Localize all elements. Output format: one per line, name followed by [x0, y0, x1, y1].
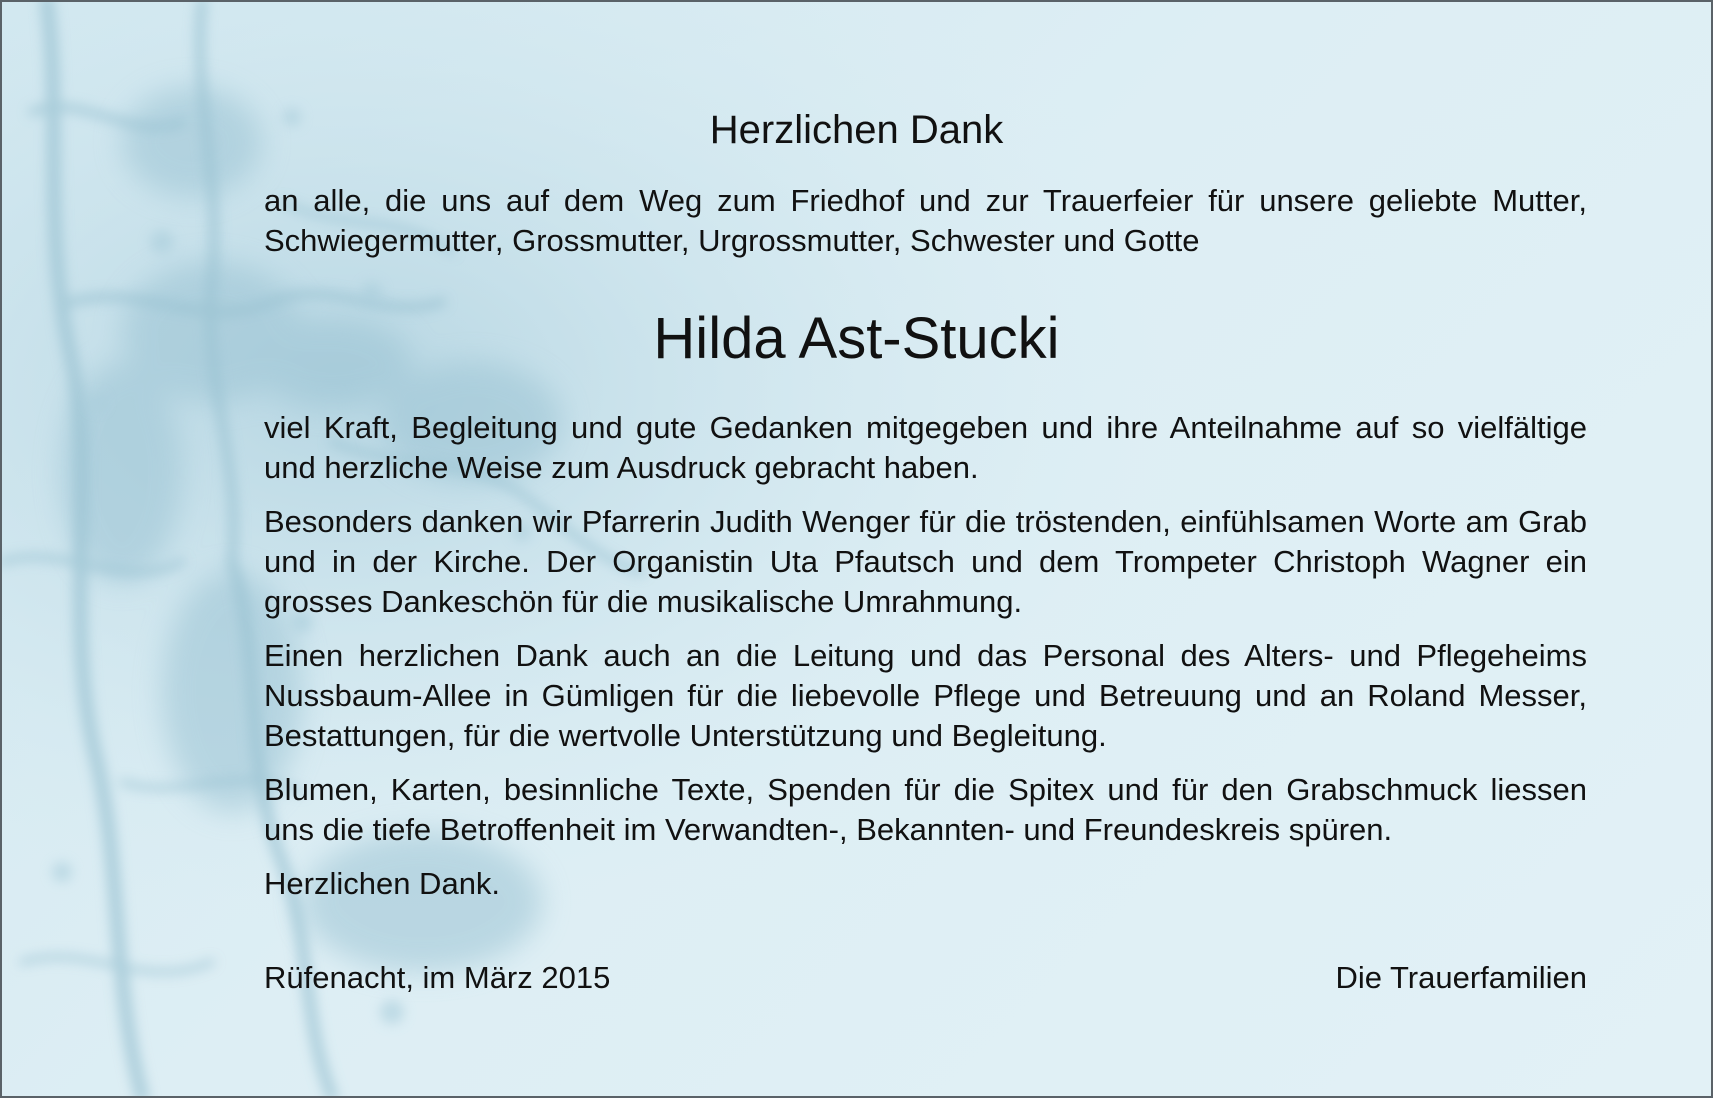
place-and-date: Rüfenacht, im März 2015: [264, 960, 611, 995]
intro-paragraph: an alle, die uns auf dem Weg zum Friedhof und zur Trauerfeier für unsere geliebte Mutter, Schwiegermutter, Grossmutter, Urgrossmutter, Schwester und Gotte: [264, 183, 1587, 258]
deceased-name: Hilda Ast-Stucki: [653, 306, 1060, 371]
body-paragraph-2: Besonders danken wir Pfarrerin Judith Wenger für die tröstenden, einfühlsamen Worte am Grab und in der Kirche. Der Organistin Uta Pfautsch und dem Trompeter Christoph Wagner ein grosses Dankeschön für die musikalische Umrahmung.: [264, 504, 1587, 619]
body-paragraph-4: Blumen, Karten, besinnliche Texte, Spenden für die Spitex und für den Grabschmuck liessen uns die tiefe Betroffenheit im Verwandten-, Bekannten- und Freundeskreis spüren.: [264, 772, 1587, 847]
thank-you-heading: Herzlichen Dank: [709, 108, 1004, 152]
signature: Die Trauerfamilien: [1335, 960, 1587, 995]
closing-thanks: Herzlichen Dank.: [264, 866, 501, 901]
body-paragraph-3: Einen herzlichen Dank auch an die Leitung und das Personal des Alters- und Pflegeheims Nussbaum-Allee in Gümligen für die liebevolle Pflege und Betreuung und an Roland Messer, Bestattungen, für die wertvolle Unterstützung und Begleitung.: [264, 638, 1587, 753]
body-paragraph-1: viel Kraft, Begleitung und gute Gedanken mitgegeben und ihre Anteilnahme auf so vielfältige und herzliche Weise zum Ausdruck gebracht haben.: [264, 410, 1587, 485]
